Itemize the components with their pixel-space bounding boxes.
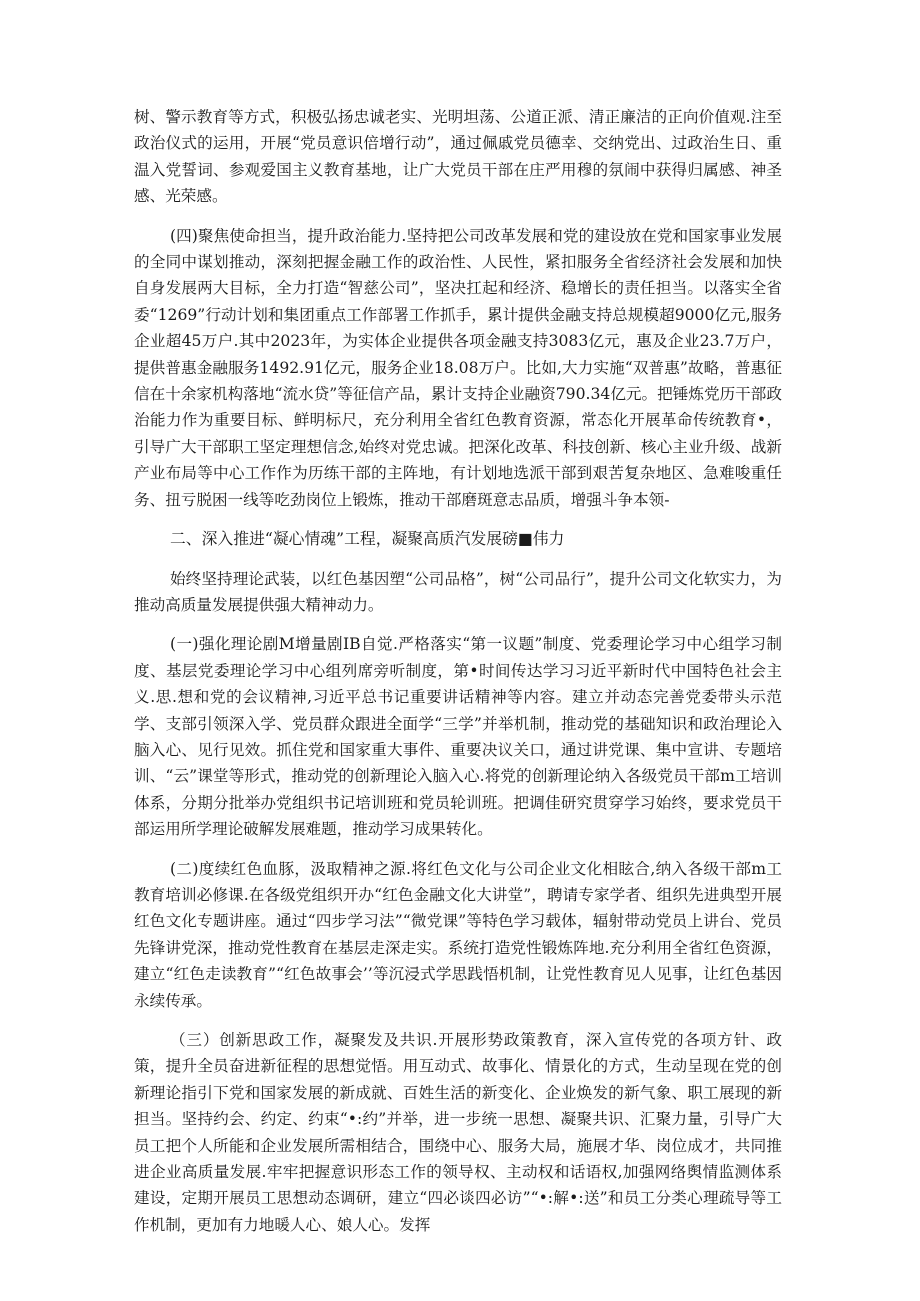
paragraph-section-4: (四)聚焦使命担当，提升政治能力.坚持把公司改革发展和党的建设放在党和国家事业发展的全同中谋划推动，深刻把握金融工作的政治性、人民性，紧扣服务全省经济社会发展和加快自身发展两大目标，全力打造“智慈公司”，坚决扛起和经济、稳增长的责任担当。以落实全省委“1269”行动计划和集团重点工作部署工作抓手，累计提供金融支持总规模超9000亿元,服务企业超45万户.其中2023年，为实体企业提供各项金融支持3083亿元，惠及企业23.7万户，提供普惠金融服务1492.91亿元，服务企业18.08万户。比如,大力实施“双普惠”故略，普惠征信在十余家机构落地“流水贷”等征信产品，累计支持企业融资790.34亿元。把锤炼党历干部政治能力作为重要目标、鲜明标尺，充分利用全省红色教育资源，常态化开展革命传统教育•，引导广大干部职工坚定理想信念,始终对党忠诚。把深化改革、科技创新、核心主业升级、战新产业布局等中心工作作为历练干部的主阵地，有计划地选派干部到艰苦复杂地区、急难唆重任务、扭亏脱困一线等吃劲岗位上锻炼，推动干部磨斑意志品质，增强斗争本领- <box>134 226 782 509</box>
section-heading-2: 二、深入推进“凝心情魂”工程，凝聚高质汽发展磅■伟力 <box>170 529 565 549</box>
paragraph-subsection-3: （三）创新思政工作，凝聚发及共识.开展形势政策教育，深入宣传党的各项方针、政策，提升全员奋进新征程的思想觉悟。用互动式、故事化、情景化的方式，生动呈现在党的创新理论指引下党和国家发展的新成就、百姓生活的新变化、企业焕发的新气象、职工展现的新担当。坚持约会、约定、约束“•:约”并举，进一步统一思想、凝聚共识、汇聚力量，引导广大员工把个人所能和企业发展所需相结合，围绕中心、服务大局，施展才华、岗位成才，共同推进企业高质量发展.牢牢把握意识形态工作的领导权、主动权和话语权,加强网络舆情监测体系建设，定期开展员工思想动态调研，建立“四必谈四必访”“•:解•:送”和员工分类心理疏导等工作机制，更加有力地暖人心、娘人心。发挥 <box>134 1031 782 1234</box>
paragraph-continuation: 树、警示教育等方式，积极弘扬忠诚老实、光明坦荡、公道正派、清正廉洁的正向价值观.注至政治仪式的运用，开展“党员意识倍增行动”，通过佩戚党员德幸、交纳党出、过政治生日、重温入党誓词、参观爱国主义教育基地，让广大党员干部在庄严用穆的氛闹中获得归属感、神圣感、光荣感。 <box>134 108 782 206</box>
paragraph-intro: 始终坚持理论武装，以红色基因塑“公司品格”，树“公司品行”，提升公司文化软实力，为推动高质量发展提供强大精神动力。 <box>134 569 782 614</box>
document-body <box>134 104 782 1251</box>
paragraph-subsection-1: (一)强化理论剧M增量剧IB自觉.严格落实“第一议题”制度、党委理论学习中心组学习制度、基层党委理论学习中心组列席旁听制度，第•时间传达学习习近平新时代中国特色社会主义.思.想和党的会议精神,习近平总书记重要讲话精神等内容。建立并动态完善党委带头示范学、支部引领深入学、党员群众跟进全面学“三学”并举机制，推动党的基础知识和政治理论入脑入心、见行见效。抓住党和国家重大事件、重要决议关口，通过讲党课、集中宣讲、专题培训、“云”课堂等形式，推动党的创新理论入脑入心.将党的创新理论纳入各级党员干部m工培训体系，分期分批举办党组织书记培训班和党员轮训班。把调佳研究贯穿学习始终，要求党员干部运用所学理论破解发展难题，推动学习成果转化。 <box>134 635 782 839</box>
paragraph-subsection-2: (二)度续红色血豚，汲取精神之源.将红色文化与公司企业文化相眩合,纳入各级干部m工教育培训必修课.在各级党组织开办“红色金融文化大讲堂”，聘请专家学者、组织先进典型开展红色文化专题讲座。通过“四步学习法”“微党课”等特色学习载体，辐射带动党员上讲台、党员先锋讲党深，推动党性教育在基层走深走实。系统打造党性锻炼阵地.充分利用全省红色资源，建立“红色走读教育”“红色故事会’’等沉浸式学思践悟机制，让党性教育见人见事，让红色基因永续传承。 <box>134 859 782 1010</box>
